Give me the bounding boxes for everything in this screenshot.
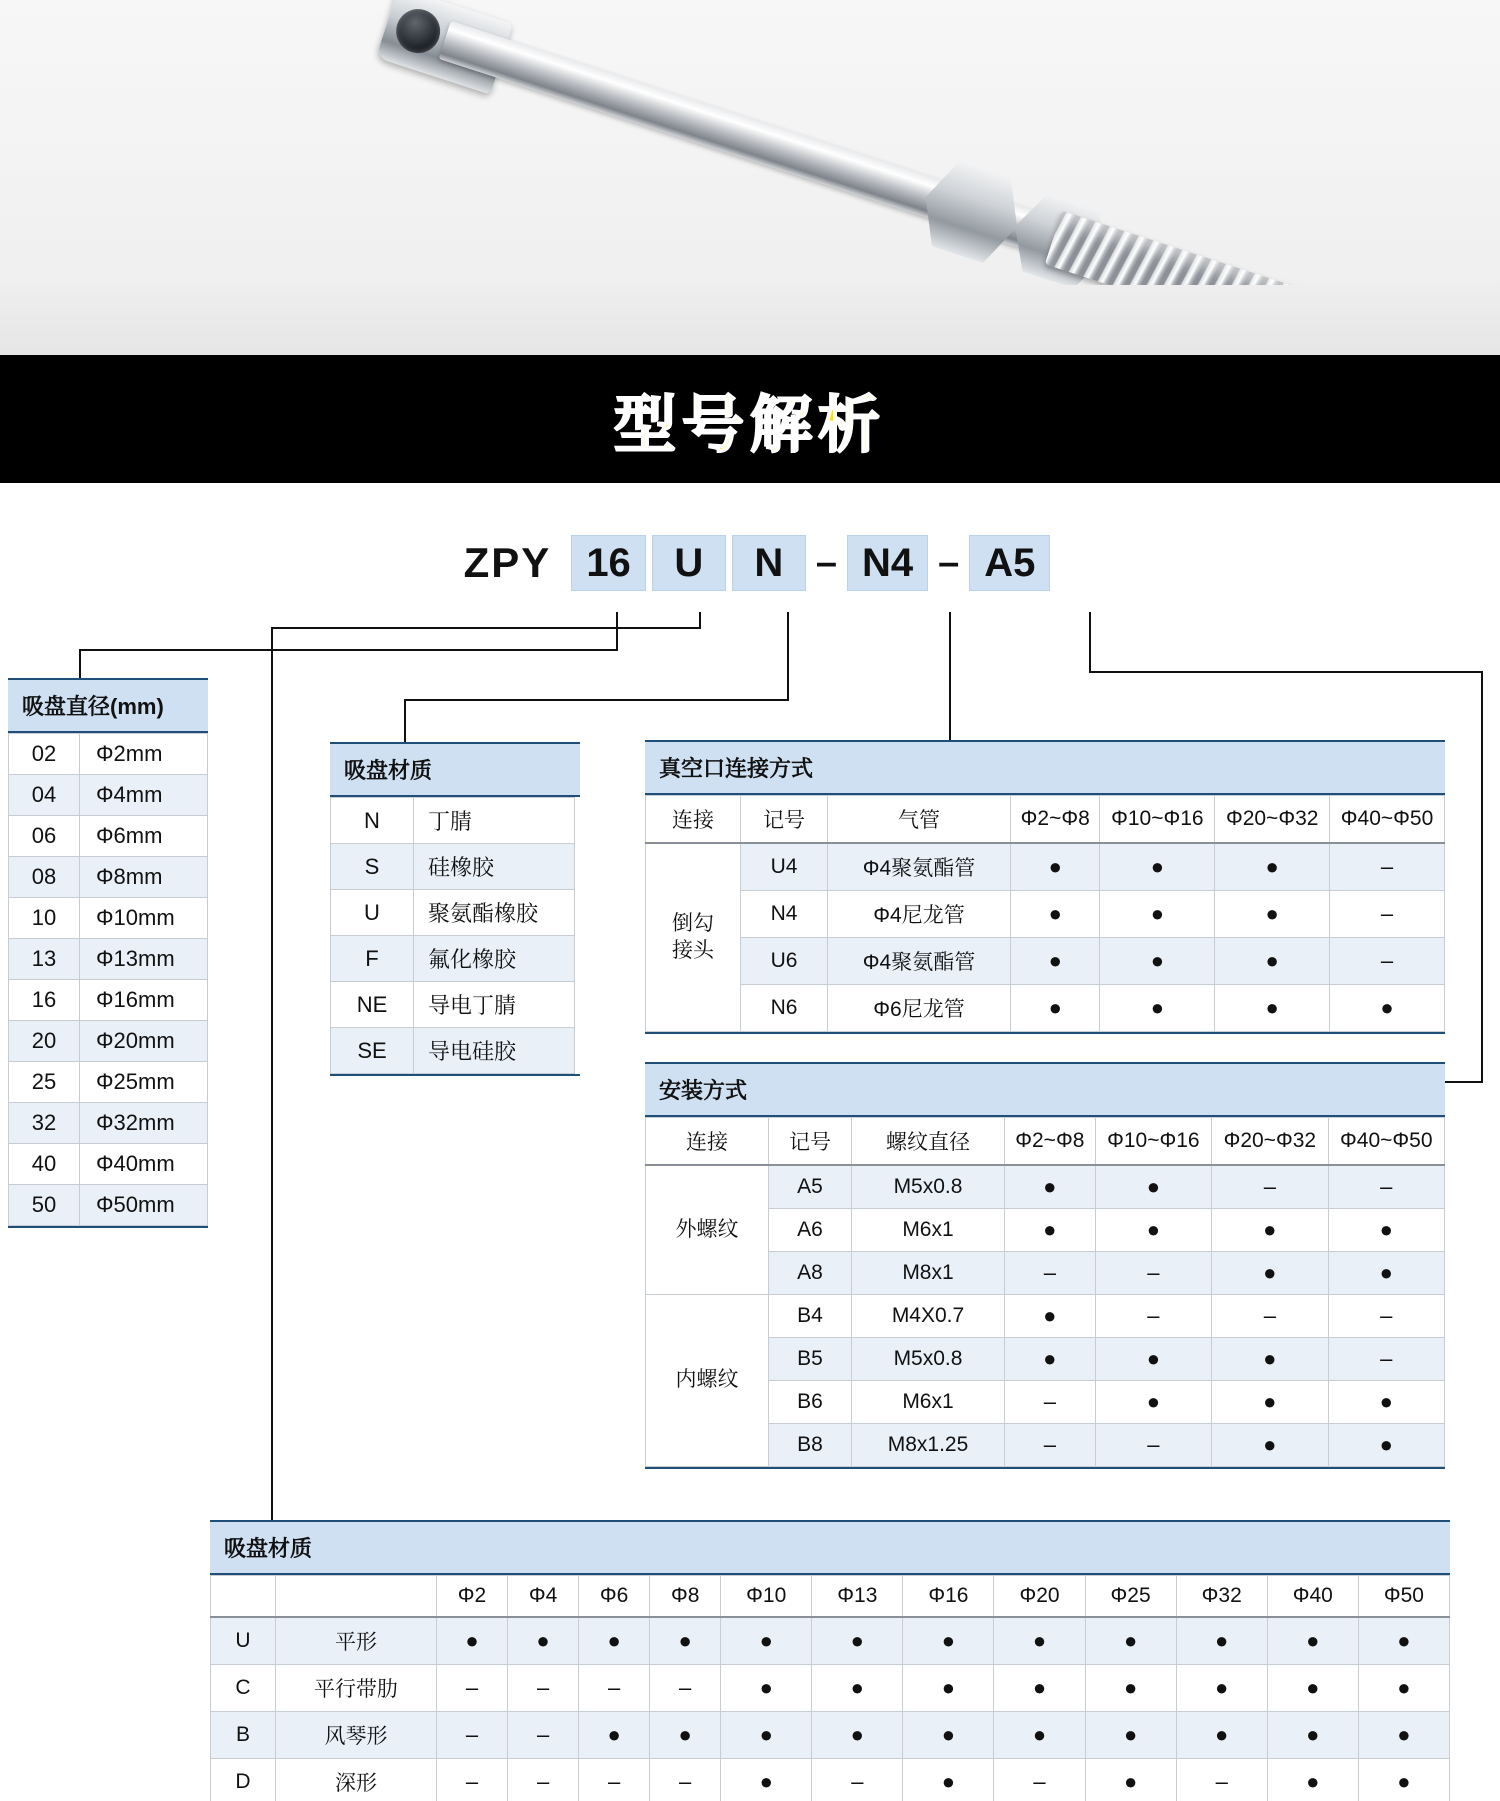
mount-cell: ● [1005, 1209, 1096, 1252]
mount-thread: M6x1 [852, 1381, 1005, 1424]
diameter-value: Φ40mm [80, 1144, 208, 1185]
diameter-value: Φ2mm [80, 734, 208, 775]
shape-cell: ● [1267, 1759, 1358, 1801]
diameter-code: 04 [9, 775, 80, 816]
diameter-code: 40 [9, 1144, 80, 1185]
material-table-title: 吸盘材质 [330, 742, 580, 797]
photo-floor [0, 285, 1500, 355]
col-d16: Φ16 [903, 1576, 994, 1618]
mount-cell: ● [1212, 1338, 1328, 1381]
diameter-code: 25 [9, 1062, 80, 1103]
mount-mark: A6 [769, 1209, 852, 1252]
shape-code: D [211, 1759, 276, 1801]
shape-table [210, 1575, 1450, 1801]
table-header-row [646, 796, 1445, 844]
diameter-value: Φ25mm [80, 1062, 208, 1103]
table-row [331, 890, 575, 936]
col-d13: Φ13 [812, 1576, 903, 1618]
table-row [331, 798, 575, 844]
shape-cell: – [508, 1759, 579, 1801]
mount-mark: A8 [769, 1252, 852, 1295]
table-row [9, 939, 208, 980]
shape-cell: ● [994, 1617, 1085, 1665]
vacuum-port-table [645, 795, 1445, 1032]
port-cell: ● [1215, 985, 1330, 1032]
port-cell: ● [1011, 843, 1100, 891]
shape-name: 深形 [276, 1759, 437, 1801]
material-code: S [331, 844, 414, 890]
vacuum-port-table-block [645, 740, 1445, 1034]
mount-mark: B8 [769, 1424, 852, 1467]
shape-cell: ● [579, 1617, 650, 1665]
col-range-1: Φ2~Φ8 [1011, 796, 1100, 844]
mount-cell: – [1095, 1252, 1211, 1295]
mounting-table-title: 安装方式 [645, 1062, 1445, 1117]
diameter-table-block [8, 678, 208, 1228]
port-cell: ● [1011, 985, 1100, 1032]
diameter-table [8, 733, 208, 1226]
mount-cell: – [1095, 1424, 1211, 1467]
material-code: NE [331, 982, 414, 1028]
mount-cell: ● [1095, 1209, 1211, 1252]
port-cell: ● [1011, 891, 1100, 938]
diameter-code: 02 [9, 734, 80, 775]
shape-code: C [211, 1665, 276, 1712]
col-range-3: Φ20~Φ32 [1212, 1118, 1328, 1166]
table-row [9, 1062, 208, 1103]
table-row [9, 1021, 208, 1062]
model-code-dash-2: – [938, 541, 960, 584]
diameter-value: Φ16mm [80, 980, 208, 1021]
shape-cell: – [650, 1759, 721, 1801]
diameter-code: 50 [9, 1185, 80, 1226]
port-cell: ● [1215, 843, 1330, 891]
material-code: U [331, 890, 414, 936]
table-row [9, 816, 208, 857]
col-d32: Φ32 [1176, 1576, 1267, 1618]
shape-cell: ● [1358, 1617, 1449, 1665]
shape-cell: ● [721, 1665, 812, 1712]
diameter-value: Φ6mm [80, 816, 208, 857]
shape-cell: – [508, 1665, 579, 1712]
col-d50: Φ50 [1358, 1576, 1449, 1618]
shape-cell: ● [508, 1617, 579, 1665]
mount-mark: B6 [769, 1381, 852, 1424]
shape-cell: ● [812, 1712, 903, 1759]
shape-cell: ● [1085, 1617, 1176, 1665]
port-cell: ● [1011, 938, 1100, 985]
shape-cell: ● [1267, 1665, 1358, 1712]
model-code-diameter: 16 [571, 535, 646, 591]
diameter-value: Φ50mm [80, 1185, 208, 1226]
col-thread-dia: 螺纹直径 [852, 1118, 1005, 1166]
shape-cell: ● [1267, 1712, 1358, 1759]
table-header-row [646, 1118, 1445, 1166]
col-range-1: Φ2~Φ8 [1005, 1118, 1096, 1166]
mount-cell: – [1212, 1165, 1328, 1209]
model-code-material: N [732, 535, 806, 591]
model-code-dash-1: – [815, 541, 837, 584]
shape-cell: – [437, 1759, 508, 1801]
shape-cell: – [650, 1665, 721, 1712]
model-code-row [0, 483, 1500, 601]
mount-cell: – [1212, 1295, 1328, 1338]
shape-cell: – [1176, 1759, 1267, 1801]
material-value: 聚氨酯橡胶 [414, 890, 575, 936]
shape-cell: ● [721, 1759, 812, 1801]
mounting-table [645, 1117, 1445, 1467]
material-value: 导电硅胶 [414, 1028, 575, 1074]
shape-cell: ● [1358, 1759, 1449, 1801]
mount-cell: ● [1212, 1381, 1328, 1424]
group-label-external-thread: 外螺纹 [646, 1165, 769, 1295]
table-row [331, 844, 575, 890]
col-d8: Φ8 [650, 1576, 721, 1618]
diameter-code: 20 [9, 1021, 80, 1062]
col-d4: Φ4 [508, 1576, 579, 1618]
shape-table-title: 吸盘材质 [210, 1520, 1450, 1575]
shape-cell: ● [1085, 1712, 1176, 1759]
col-range-2: Φ10~Φ16 [1100, 796, 1215, 844]
diameter-code: 13 [9, 939, 80, 980]
port-tube: Φ4尼龙管 [828, 891, 1011, 938]
model-code-vacuum-port: N4 [847, 535, 928, 591]
shape-cell: – [994, 1759, 1085, 1801]
section-banner [0, 355, 1500, 483]
port-cell: – [1330, 843, 1445, 891]
shape-cell: – [579, 1665, 650, 1712]
table-row [646, 985, 1445, 1032]
material-code: N [331, 798, 414, 844]
table-row [9, 898, 208, 939]
port-mark: U4 [741, 843, 828, 891]
mount-cell: ● [1212, 1209, 1328, 1252]
diameter-code: 16 [9, 980, 80, 1021]
mount-cell: – [1328, 1338, 1444, 1381]
shape-cell: ● [903, 1617, 994, 1665]
diameter-value: Φ32mm [80, 1103, 208, 1144]
shape-cell: ● [1358, 1665, 1449, 1712]
shape-code: B [211, 1712, 276, 1759]
hex-nut-1 [912, 154, 1031, 269]
shape-cell: ● [1176, 1712, 1267, 1759]
material-value: 硅橡胶 [414, 844, 575, 890]
mounting-table-block [645, 1062, 1445, 1469]
shape-cell: ● [650, 1712, 721, 1759]
material-table-block [330, 742, 580, 1076]
product-photo [0, 0, 1500, 355]
table-row [211, 1617, 1450, 1665]
shape-code: U [211, 1617, 276, 1665]
col-code [211, 1576, 276, 1618]
mount-cell: ● [1005, 1295, 1096, 1338]
mount-cell: – [1005, 1252, 1096, 1295]
col-range-3: Φ20~Φ32 [1215, 796, 1330, 844]
port-tube: Φ6尼龙管 [828, 985, 1011, 1032]
shape-cell: ● [903, 1712, 994, 1759]
material-value: 氟化橡胶 [414, 936, 575, 982]
table-row [9, 734, 208, 775]
shape-cell: – [579, 1759, 650, 1801]
col-tube: 气管 [828, 796, 1011, 844]
diameter-value: Φ20mm [80, 1021, 208, 1062]
mount-cell: ● [1095, 1381, 1211, 1424]
mount-cell: ● [1328, 1209, 1444, 1252]
table-row [211, 1712, 1450, 1759]
col-d2: Φ2 [437, 1576, 508, 1618]
shape-cell: ● [1267, 1617, 1358, 1665]
mount-cell: ● [1328, 1424, 1444, 1467]
mount-mark: B5 [769, 1338, 852, 1381]
mount-cell: ● [1095, 1338, 1211, 1381]
shape-cell: ● [994, 1665, 1085, 1712]
material-value: 导电丁腈 [414, 982, 575, 1028]
shape-cell: ● [1085, 1759, 1176, 1801]
table-header-row [211, 1576, 1450, 1618]
mount-cell: – [1005, 1381, 1096, 1424]
port-cell: ● [1100, 891, 1215, 938]
port-tube: Φ4聚氨酯管 [828, 843, 1011, 891]
port-cell: ● [1330, 985, 1445, 1032]
shape-cell: – [508, 1712, 579, 1759]
mount-cell: – [1328, 1295, 1444, 1338]
port-cell: ● [1100, 938, 1215, 985]
port-cell: ● [1215, 938, 1330, 985]
shape-cell: ● [903, 1759, 994, 1801]
model-code-mounting: A5 [969, 535, 1050, 591]
table-row [646, 1295, 1445, 1338]
port-cell: ● [1100, 985, 1215, 1032]
col-range-2: Φ10~Φ16 [1095, 1118, 1211, 1166]
shape-cell: ● [650, 1617, 721, 1665]
shape-cell: – [812, 1759, 903, 1801]
shape-cell: ● [721, 1712, 812, 1759]
port-cell: – [1330, 938, 1445, 985]
shape-cell: ● [812, 1617, 903, 1665]
diameter-value: Φ10mm [80, 898, 208, 939]
table-row [211, 1759, 1450, 1801]
shape-name: 风琴形 [276, 1712, 437, 1759]
shape-cell: ● [1176, 1617, 1267, 1665]
table-row [9, 980, 208, 1021]
mount-thread: M8x1.25 [852, 1424, 1005, 1467]
shape-cell: ● [994, 1712, 1085, 1759]
table-row [331, 936, 575, 982]
diameter-table-title: 吸盘直径(mm) [8, 678, 208, 733]
table-row [9, 775, 208, 816]
group-label-barb: 倒勾 接头 [646, 843, 741, 1032]
port-cell: ● [1215, 891, 1330, 938]
col-d25: Φ25 [1085, 1576, 1176, 1618]
shape-cell: – [437, 1665, 508, 1712]
material-value: 丁腈 [414, 798, 575, 844]
mount-cell: ● [1212, 1252, 1328, 1295]
shape-cell: ● [579, 1712, 650, 1759]
mount-thread: M5x0.8 [852, 1165, 1005, 1209]
col-mark: 记号 [769, 1118, 852, 1166]
port-cell: ● [1100, 843, 1215, 891]
mount-cell: ● [1095, 1165, 1211, 1209]
mount-thread: M4X0.7 [852, 1295, 1005, 1338]
group-label-internal-thread: 内螺纹 [646, 1295, 769, 1467]
diameter-code: 32 [9, 1103, 80, 1144]
shape-cell: ● [437, 1617, 508, 1665]
col-range-4: Φ40~Φ50 [1328, 1118, 1444, 1166]
table-row [211, 1665, 1450, 1712]
table-row [331, 982, 575, 1028]
shape-cell: – [437, 1712, 508, 1759]
mount-cell: ● [1328, 1381, 1444, 1424]
material-table [330, 797, 575, 1074]
model-code-prefix: ZPY [463, 539, 552, 586]
shape-cell: ● [1358, 1712, 1449, 1759]
col-connect: 连接 [646, 1118, 769, 1166]
table-row [646, 843, 1445, 891]
mount-mark: B4 [769, 1295, 852, 1338]
diameter-value: Φ8mm [80, 857, 208, 898]
mount-cell: – [1095, 1295, 1211, 1338]
col-d10: Φ10 [721, 1576, 812, 1618]
mount-cell: – [1328, 1165, 1444, 1209]
diameter-value: Φ4mm [80, 775, 208, 816]
col-d20: Φ20 [994, 1576, 1085, 1618]
mount-cell: ● [1212, 1424, 1328, 1467]
shape-cell: ● [1176, 1665, 1267, 1712]
table-row [9, 1103, 208, 1144]
col-connect: 连接 [646, 796, 741, 844]
table-row [9, 1144, 208, 1185]
mount-cell: ● [1005, 1338, 1096, 1381]
col-d40: Φ40 [1267, 1576, 1358, 1618]
mount-mark: A5 [769, 1165, 852, 1209]
table-row [331, 1028, 575, 1074]
material-code: SE [331, 1028, 414, 1074]
table-row [9, 1185, 208, 1226]
vacuum-port-table-title: 真空口连接方式 [645, 740, 1445, 795]
col-mark: 记号 [741, 796, 828, 844]
port-tube: Φ4聚氨酯管 [828, 938, 1011, 985]
mount-cell: – [1005, 1424, 1096, 1467]
material-code: F [331, 936, 414, 982]
shape-cell: ● [903, 1665, 994, 1712]
shape-table-block [210, 1520, 1450, 1801]
mount-thread: M8x1 [852, 1252, 1005, 1295]
table-row [646, 1165, 1445, 1209]
port-mark: N4 [741, 891, 828, 938]
col-d6: Φ6 [579, 1576, 650, 1618]
diameter-code: 10 [9, 898, 80, 939]
port-cell: – [1330, 891, 1445, 938]
model-code-shape: U [652, 535, 726, 591]
shape-cell: ● [1085, 1665, 1176, 1712]
mount-cell: ● [1328, 1252, 1444, 1295]
table-row [646, 938, 1445, 985]
shape-name: 平形 [276, 1617, 437, 1665]
diameter-code: 06 [9, 816, 80, 857]
shape-cell: ● [721, 1617, 812, 1665]
diameter-value: Φ13mm [80, 939, 208, 980]
shape-name: 平行带肋 [276, 1665, 437, 1712]
port-mark: U6 [741, 938, 828, 985]
table-row [9, 857, 208, 898]
table-row [646, 891, 1445, 938]
port-mark: N6 [741, 985, 828, 1032]
banner-title: 型号解析 [613, 387, 886, 461]
diameter-code: 08 [9, 857, 80, 898]
mount-thread: M6x1 [852, 1209, 1005, 1252]
mount-thread: M5x0.8 [852, 1338, 1005, 1381]
mount-cell: ● [1005, 1165, 1096, 1209]
shape-cell: ● [812, 1665, 903, 1712]
col-shape-name [276, 1576, 437, 1618]
col-range-4: Φ40~Φ50 [1330, 796, 1445, 844]
